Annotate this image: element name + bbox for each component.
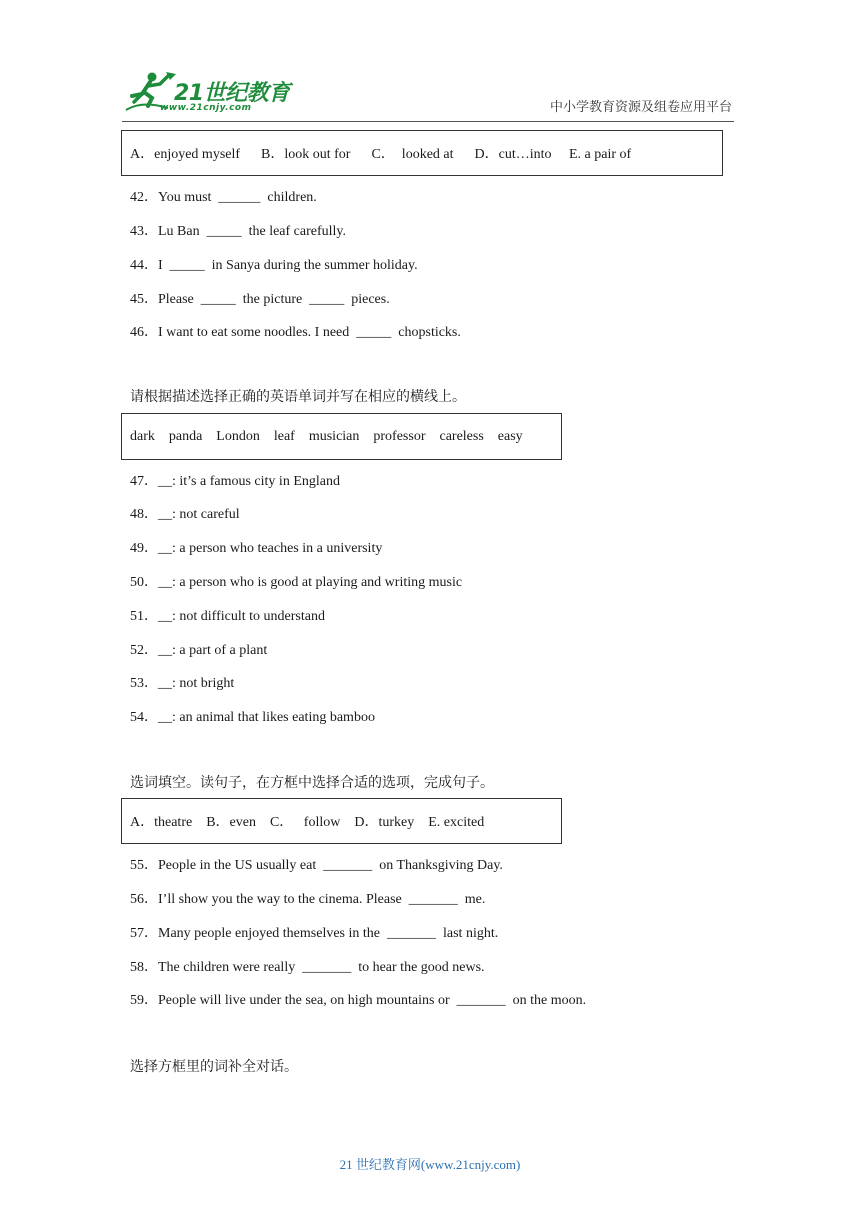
question-51: 51．__: not difficult to understand [130,609,325,624]
options-box-3: A．theatre B．even C． follow D．turkey E. excited [121,798,562,844]
question-53: 53．__: not bright [130,676,235,691]
logo-text: 21世纪教育 [174,81,290,106]
instruction-3: 选词填空。读句子，在方框中选择合适的选项，完成句子。 [130,776,494,791]
logo [122,70,292,116]
question-49: 49．__: a person who teaches in a university [130,541,383,556]
options-box-2: dark panda London leaf musician professor careless easy [121,413,562,460]
question-52: 52．__: a part of a plant [130,643,268,658]
footer: 21 世纪教育网(www.21cnjy.com) [339,1157,521,1172]
question-56: 56．I’ll show you the way to the cinema. Please _______ me. [130,892,486,907]
question-44: 44．I _____ in Sanya during the summer holiday. [130,258,418,273]
question-58: 58．The children were really _______ to hear the good news. [130,960,485,975]
question-45: 45．Please _____ the picture _____ pieces. [130,292,390,307]
question-43: 43．Lu Ban _____ the leaf carefully. [130,224,347,239]
instruction-2: 请根据描述选择正确的英语单词并写在相应的横线上。 [130,390,466,405]
instruction-4: 选择方框里的词补全对话。 [130,1060,298,1075]
question-59: 59．People will live under the sea, on high mountains or _______ on the moon. [130,993,587,1008]
question-50: 50．__: a person who is good at playing and writing music [130,575,463,590]
question-47: 47．__: it’s a famous city in England [130,474,340,489]
question-54: 54．__: an animal that likes eating bamboo [130,710,375,725]
header-divider [122,121,734,122]
platform-title: 中小学教育资源及组卷应用平台 [550,99,733,114]
logo-url: www.21cnjy.com [160,103,252,113]
question-57: 57．Many people enjoyed themselves in the _______ last night. [130,926,499,941]
question-46: 46．I want to eat some noodles. I need _____ chopsticks. [130,325,461,340]
question-55: 55．People in the US usually eat _______ on Thanksgiving Day. [130,858,503,873]
question-48: 48．__: not careful [130,507,240,522]
options-box-1: A．enjoyed myself B．look out for C． looked at D．cut…into E. a pair of [121,130,723,176]
question-42: 42．You must ______ children. [130,190,317,205]
